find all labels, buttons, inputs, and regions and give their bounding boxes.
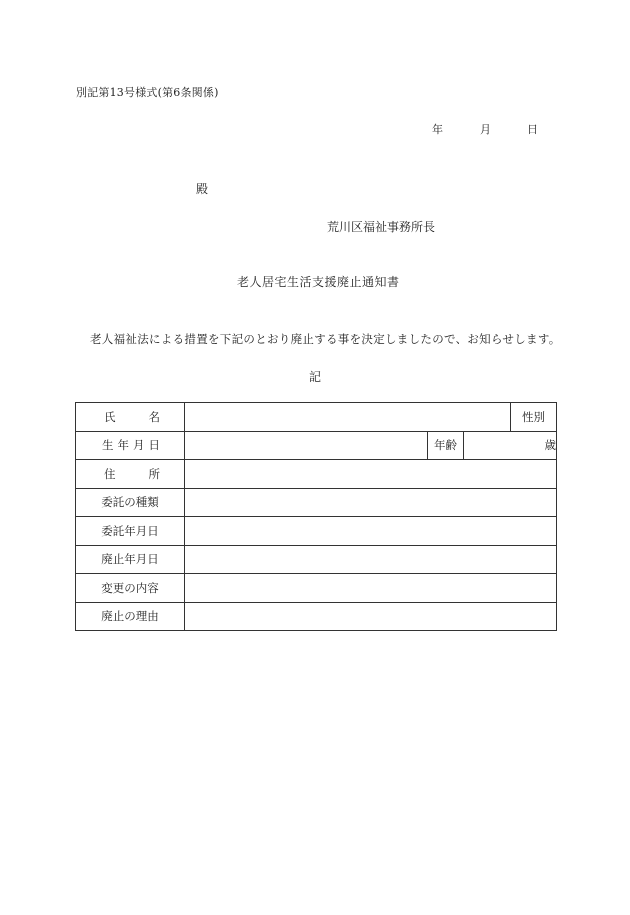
table-row [76, 545, 557, 574]
table-row-birthdate [76, 431, 557, 460]
commission-type-label: 委託の種類 [76, 488, 185, 517]
birthdate-label-char-1: 生 [102, 438, 114, 453]
ki-label: 記 [309, 370, 322, 384]
abolition-reason-value-cell[interactable] [185, 602, 557, 631]
document-title: 老人居宅生活支援廃止通知書 [237, 275, 400, 289]
date-month-label: 月 [480, 123, 491, 136]
commission-type-value-cell[interactable] [185, 488, 557, 517]
body-text: 老人福祉法による措置を下記のとおり廃止する事を決定しましたので、お知らせします。 [90, 332, 561, 346]
gender-label: 性別 [511, 403, 557, 432]
change-content-label: 変更の内容 [76, 574, 185, 603]
birthdate-value-cell[interactable] [185, 431, 428, 460]
address-label-char-2: 所 [148, 466, 160, 481]
birthdate-label-char-3: 月 [133, 438, 145, 453]
birthdate-label-char-2: 年 [117, 438, 129, 453]
commission-date-label: 委託年月日 [76, 517, 185, 546]
date-year-label: 年 [432, 123, 443, 136]
address-label-char-1: 住 [104, 466, 116, 481]
table-row [76, 602, 557, 631]
address-value-cell[interactable] [185, 460, 557, 489]
table-row-address [76, 460, 557, 489]
address-label [76, 460, 185, 489]
abolition-date-value-cell[interactable] [185, 545, 557, 574]
age-label: 年齢 [428, 431, 464, 460]
change-content-value-cell[interactable] [185, 574, 557, 603]
table-row [76, 574, 557, 603]
birthdate-label-char-4: 日 [148, 438, 160, 453]
name-value-cell[interactable] [185, 403, 511, 432]
birthdate-label [76, 431, 185, 460]
form-number: 別記第13号様式(第6条関係) [76, 86, 219, 99]
table-row-name [76, 403, 557, 432]
table-row [76, 517, 557, 546]
table-row [76, 488, 557, 517]
issuer-name: 荒川区福祉事務所長 [327, 220, 436, 234]
addressee-suffix: 殿 [196, 182, 209, 196]
abolition-reason-label: 廃止の理由 [76, 602, 185, 631]
details-table [75, 402, 557, 631]
commission-date-value-cell[interactable] [185, 517, 557, 546]
name-label-char-1: 氏 [104, 409, 116, 424]
age-value-cell[interactable] [464, 431, 557, 460]
abolition-date-label: 廃止年月日 [76, 545, 185, 574]
age-unit: 歳 [544, 438, 556, 453]
name-label [76, 403, 185, 432]
date-day-label: 日 [527, 123, 538, 136]
name-label-char-2: 名 [148, 409, 160, 424]
